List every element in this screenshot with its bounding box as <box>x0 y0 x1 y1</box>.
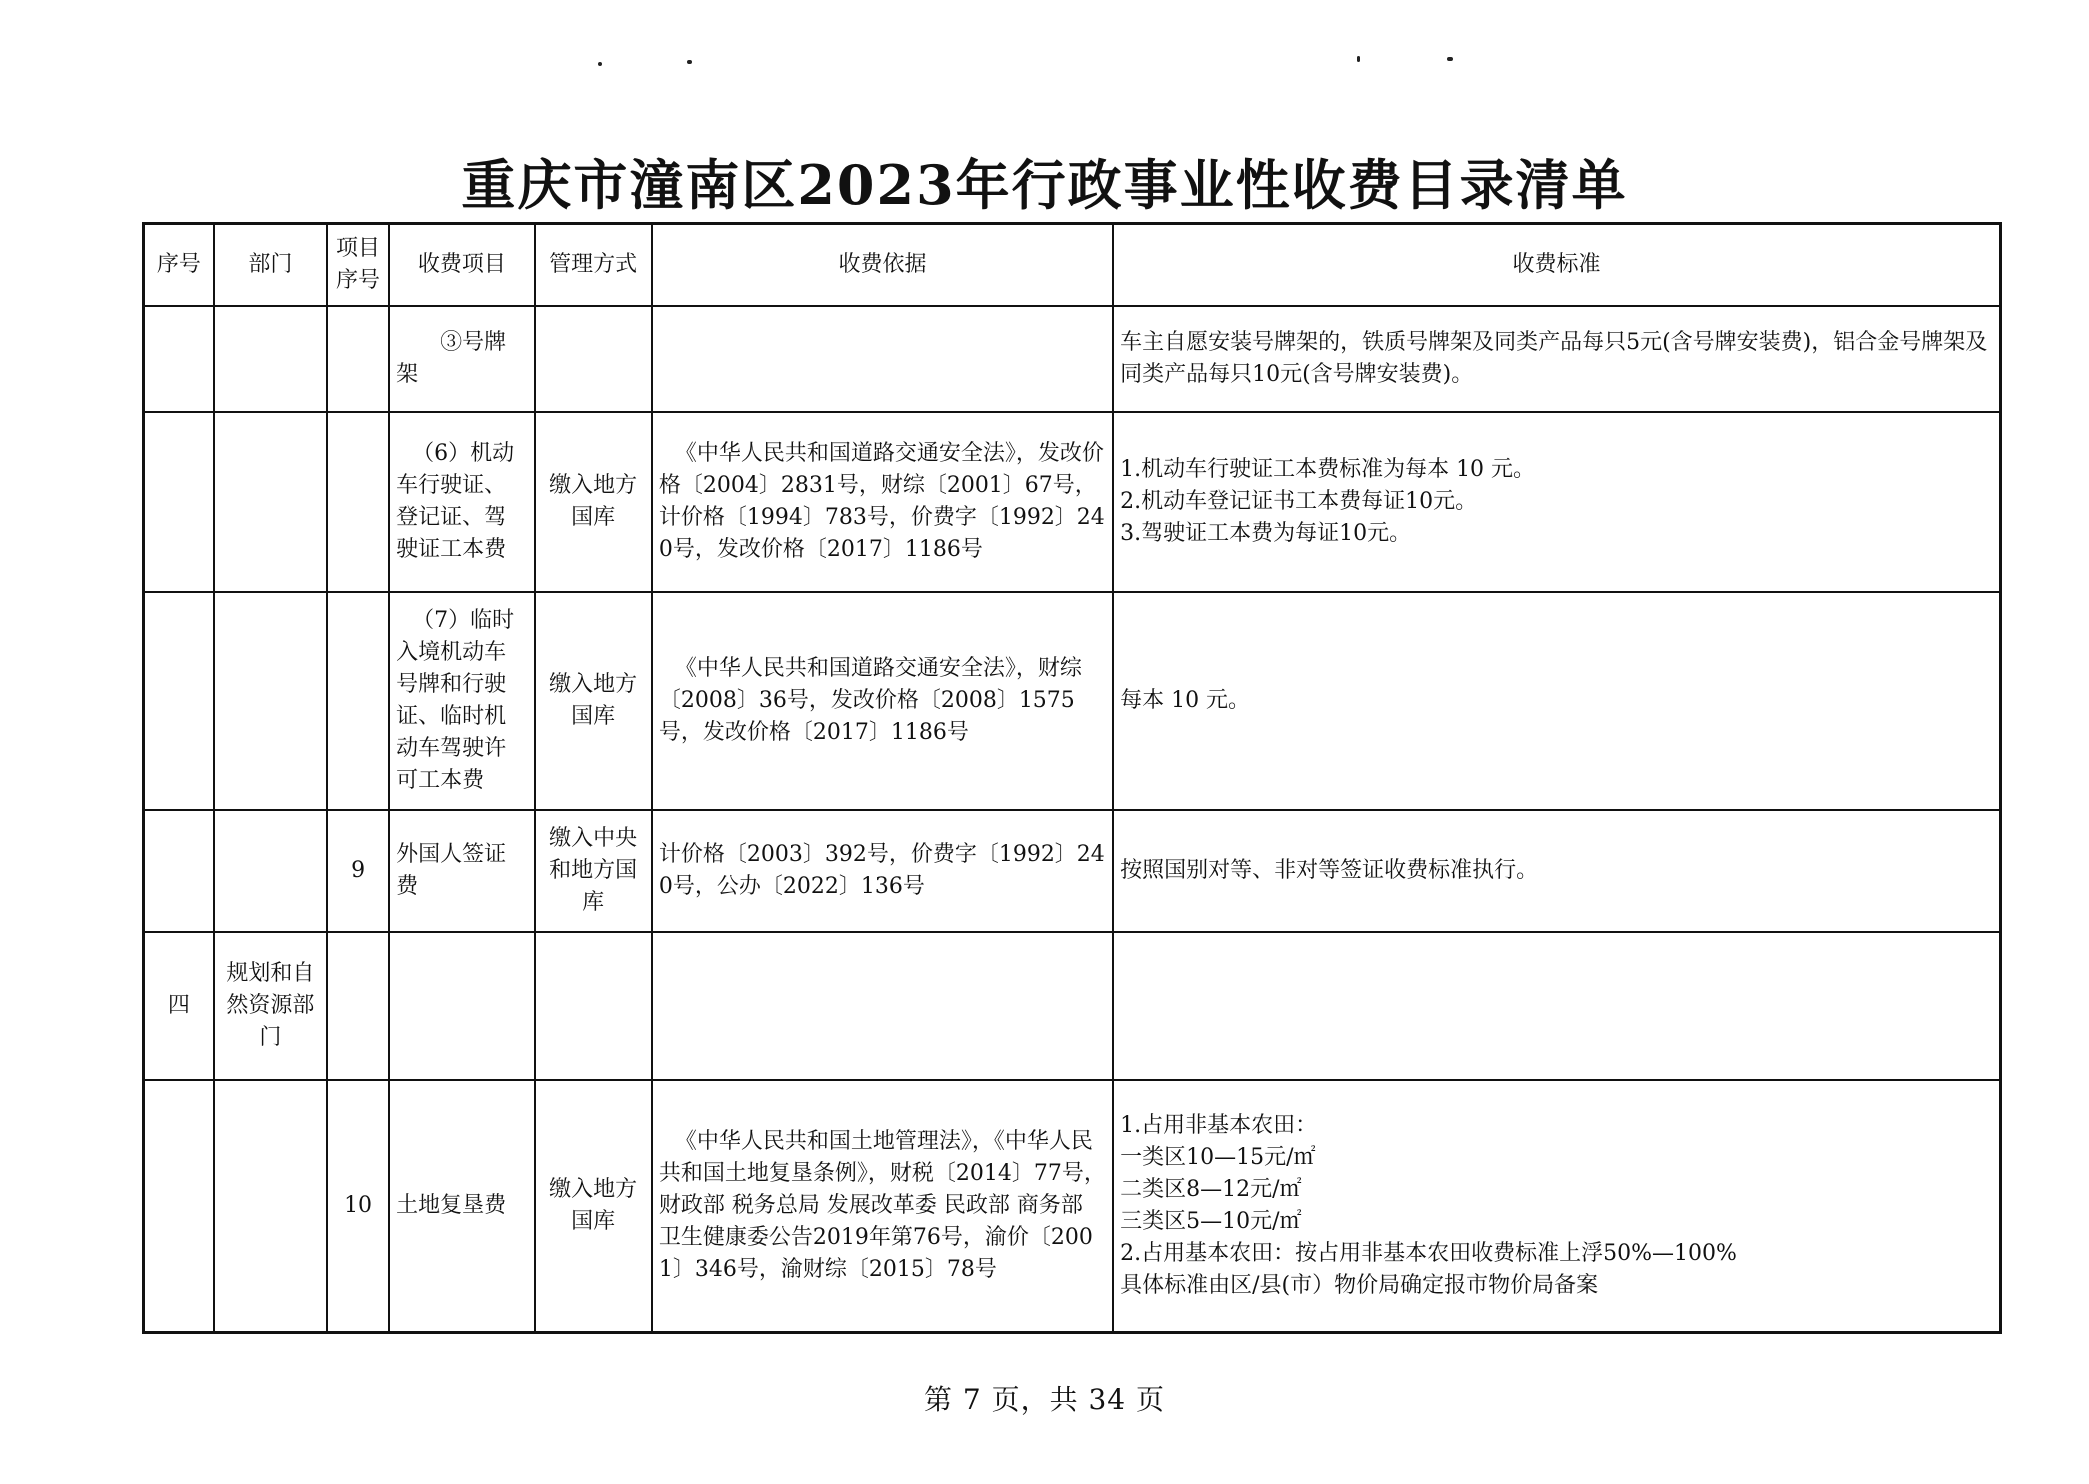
cell-seq <box>144 306 214 412</box>
cell-mgmt: 缴入中央和地方国库 <box>535 810 652 932</box>
cell-dept: 规划和自然资源部门 <box>214 932 327 1080</box>
table-row <box>144 932 2001 1080</box>
cell-standard: 车主自愿安装号牌架的，铁质号牌架及同类产品每只5元(含号牌安装费)，铝合金号牌架及同类产品每只10元(含号牌安装费)。 <box>1113 306 2000 412</box>
cell-item-no: 9 <box>327 810 389 932</box>
cell-mgmt: 缴入地方国库 <box>535 1080 652 1332</box>
cell-dept <box>214 412 327 592</box>
table-row <box>144 412 2001 592</box>
cell-seq <box>144 592 214 810</box>
cell-standard: 每本 10 元。 <box>1113 592 2000 810</box>
table-row <box>144 592 2001 810</box>
cell-item-no <box>327 306 389 412</box>
cell-item: （6）机动车行驶证、登记证、驾驶证工本费 <box>389 412 534 592</box>
cell-standard: 1.占用非基本农田： 一类区10—15元/㎡ 二类区8—12元/㎡ 三类区5—10元/㎡ 2.占用基本农田：按占用非基本农田收费标准上浮50%—100% 具体标准由区/县(市）物价局确定报市物价局备案 <box>1113 1080 2000 1332</box>
cell-item: ③号牌架 <box>389 306 534 412</box>
cell-standard <box>1113 932 2000 1080</box>
table-row <box>144 306 2001 412</box>
cell-dept <box>214 306 327 412</box>
scan-speck <box>1357 56 1360 62</box>
cell-item-no <box>327 592 389 810</box>
cell-mgmt: 缴入地方国库 <box>535 412 652 592</box>
cell-standard: 1.机动车行驶证工本费标准为每本 10 元。 2.机动车登记证书工本费每证10元。 3.驾驶证工本费为每证10元。 <box>1113 412 2000 592</box>
cell-item-no <box>327 932 389 1080</box>
header-item: 收费项目 <box>389 224 534 307</box>
table-header-row <box>144 224 2001 307</box>
cell-mgmt: 缴入地方国库 <box>535 592 652 810</box>
table-row <box>144 1080 2001 1332</box>
cell-item-no: 10 <box>327 1080 389 1332</box>
cell-seq: 四 <box>144 932 214 1080</box>
cell-standard: 按照国别对等、非对等签证收费标准执行。 <box>1113 810 2000 932</box>
scan-speck <box>1447 57 1453 61</box>
cell-seq <box>144 412 214 592</box>
header-item-no: 项目序号 <box>327 224 389 307</box>
cell-basis: 《中华人民共和国道路交通安全法》，发改价格〔2004〕2831号，财综〔2001〕67号，计价格〔1994〕783号，价费字〔1992〕240号，发改价格〔2017〕1186号 <box>652 412 1113 592</box>
cell-basis: 计价格〔2003〕392号，价费字〔1992〕240号，公办〔2022〕136号 <box>652 810 1113 932</box>
fee-catalog-table <box>142 222 2002 1334</box>
cell-basis <box>652 306 1113 412</box>
cell-basis: 《中华人民共和国道路交通安全法》，财综〔2008〕36号，发改价格〔2008〕1575号，发改价格〔2017〕1186号 <box>652 592 1113 810</box>
header-standard: 收费标准 <box>1113 224 2000 307</box>
cell-dept <box>214 810 327 932</box>
header-dept: 部门 <box>214 224 327 307</box>
cell-item: （7）临时入境机动车号牌和行驶证、临时机动车驾驶许可工本费 <box>389 592 534 810</box>
cell-item: 土地复垦费 <box>389 1080 534 1332</box>
cell-mgmt <box>535 932 652 1080</box>
cell-dept <box>214 1080 327 1332</box>
table-row <box>144 810 2001 932</box>
document-title: 重庆市潼南区2023年行政事业性收费目录清单 <box>461 153 1628 217</box>
scan-speck <box>687 60 692 64</box>
cell-item <box>389 932 534 1080</box>
cell-dept <box>214 592 327 810</box>
page-number-footer: 第 7 页，共 34 页 <box>923 1383 1166 1416</box>
cell-mgmt <box>535 306 652 412</box>
header-seq: 序号 <box>144 224 214 307</box>
cell-basis: 《中华人民共和国土地管理法》，《中华人民共和国土地复垦条例》，财税〔2014〕77号，财政部 税务总局 发展改革委 民政部 商务部 卫生健康委公告2019年第76号，渝价〔2001〕346号，渝财综〔2015〕78号 <box>652 1080 1113 1332</box>
cell-item-no <box>327 412 389 592</box>
cell-seq <box>144 1080 214 1332</box>
scan-speck <box>598 62 602 66</box>
cell-item: 外国人签证费 <box>389 810 534 932</box>
header-basis: 收费依据 <box>652 224 1113 307</box>
cell-basis <box>652 932 1113 1080</box>
cell-seq <box>144 810 214 932</box>
header-mgmt: 管理方式 <box>535 224 652 307</box>
